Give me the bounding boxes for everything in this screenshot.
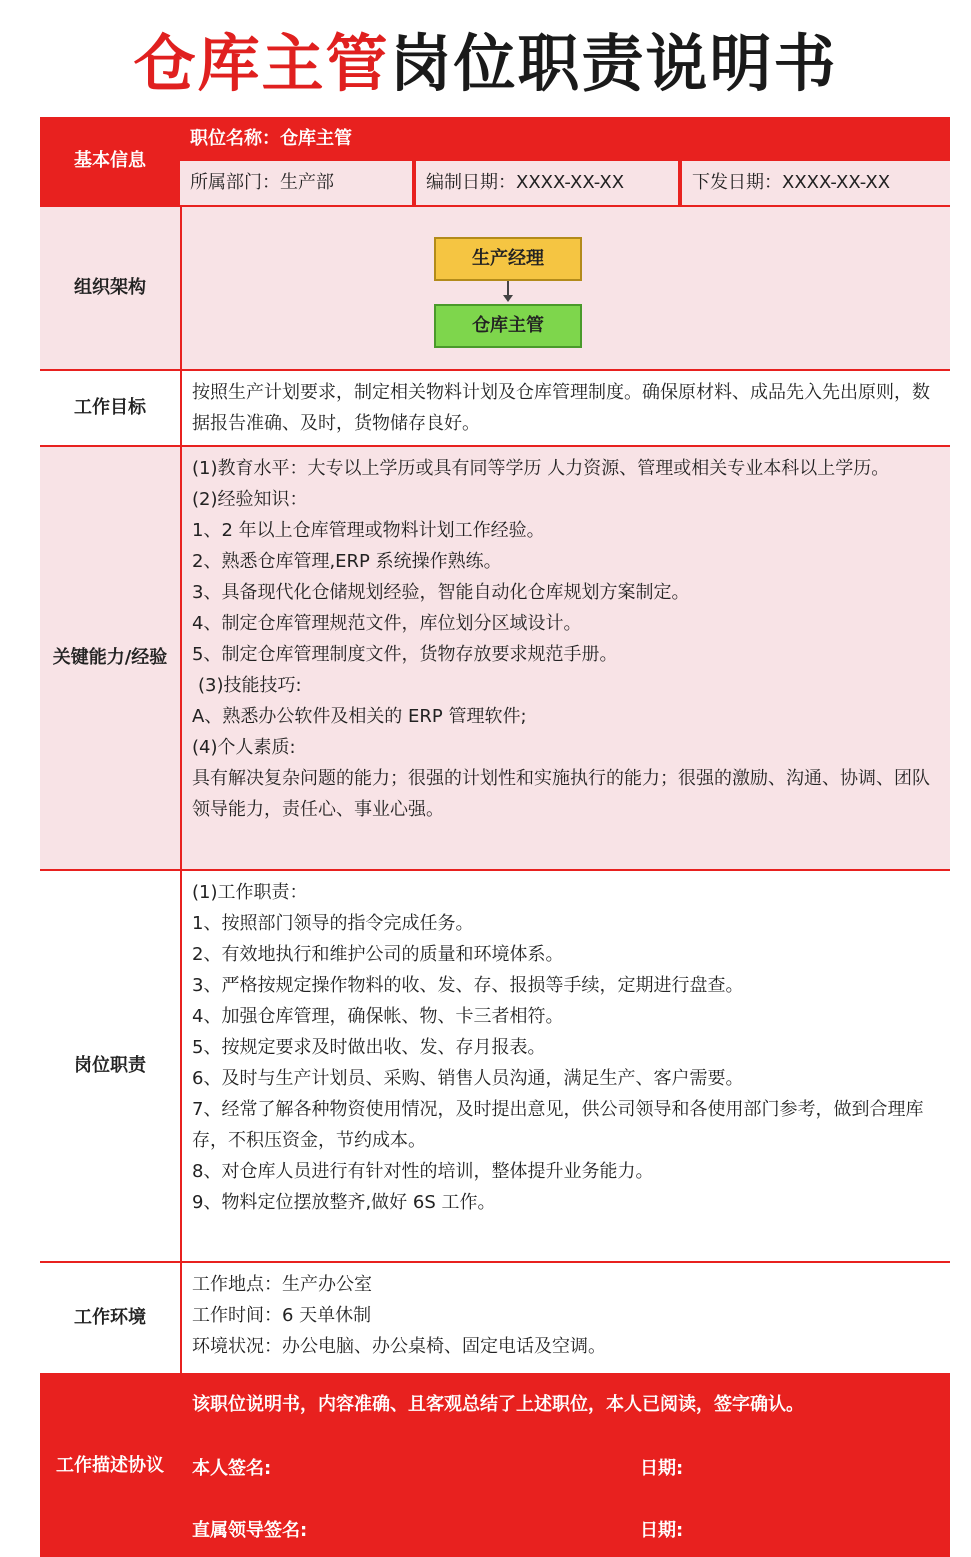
ability-line: (2)经验知识：: [192, 489, 308, 510]
agreement-statement: 该职位说明书，内容准确、且客观总结了上述职位，本人已阅读，签字确认。: [192, 1394, 804, 1415]
duty-line: 6、及时与生产计划员、采购、销售人员沟通，满足生产、客户需要。: [192, 1068, 744, 1089]
row-org-structure: [40, 207, 950, 369]
page-title: [0, 22, 971, 106]
ability-line: 1、2 年以上仓库管理或物料计划工作经验。: [192, 520, 545, 541]
row-agreement: [40, 1375, 950, 1557]
label-org-structure: 组织架构: [40, 207, 180, 369]
self-signature-label: 本人签名:: [192, 1458, 272, 1479]
ability-line: 3、具备现代化仓储规划经验，智能自动化仓库规划方案制定。: [192, 582, 690, 603]
leader-signature-label: 直属领导签名:: [192, 1520, 308, 1541]
row-duties: [40, 871, 950, 1261]
duty-line: 4、加强仓库管理，确保帐、物、卡三者相符。: [192, 1006, 564, 1027]
environment-line: 工作地点：生产办公室: [192, 1274, 372, 1295]
duty-line: 3、严格按规定操作物料的收、发、存、报损等手续，定期进行盘查。: [192, 975, 744, 996]
environment-line: 工作时间：6 天单休制: [192, 1305, 372, 1326]
ability-line: (1)教育水平：大专以上学历或具有同等学历 人力资源、管理或相关专业本科以上学历。: [192, 458, 890, 479]
label-key-abilities: 关键能力/经验: [40, 447, 180, 869]
org-connector: [507, 281, 509, 295]
self-date-label: 日期:: [640, 1458, 684, 1479]
org-box-supervisor: 仓库主管: [434, 304, 582, 348]
row-work-goal: [40, 371, 950, 445]
duty-line: 7、经常了解各种物资使用情况，及时提出意见，供公司领导和各使用部门参考，做到合理库存，不积压资金，节约成本。: [192, 1099, 924, 1151]
org-arrow-icon: [503, 295, 513, 302]
ability-line: (4)个人素质:: [192, 737, 296, 758]
ability-line: 5、制定仓库管理制度文件，货物存放要求规范手册。: [192, 644, 618, 665]
duties-list: [182, 871, 950, 1261]
environment-line: 环境状况：办公电脑、办公桌椅、固定电话及空调。: [192, 1336, 606, 1357]
agreement-content: [182, 1375, 950, 1557]
job-description-table: [40, 117, 950, 1557]
leader-date-label: 日期:: [640, 1520, 684, 1541]
ability-line: 2、熟悉仓库管理,ERP 系统操作熟练。: [192, 551, 502, 572]
work-goal-line: 按照生产计划要求，制定相关物料计划及仓库管理制度。确保原材料、成品先入先出原则，数据报告准确、及时，货物储存良好。: [192, 382, 930, 434]
title-red-part: 仓库主管: [133, 27, 390, 100]
key-abilities-list: [182, 447, 950, 869]
label-duties: 岗位职责: [40, 871, 180, 1261]
org-chart: [182, 207, 950, 369]
duty-line: 9、物料定位摆放整齐,做好 6S 工作。: [192, 1192, 496, 1213]
position-name: 职位名称：仓库主管: [190, 128, 352, 149]
duty-line: 2、有效地执行和维护公司的质量和环境体系。: [192, 944, 564, 965]
duty-line: 8、对仓库人员进行有针对性的培训，整体提升业务能力。: [192, 1161, 654, 1182]
ability-line: (3)技能技巧:: [198, 675, 302, 696]
label-work-goal: 工作目标: [40, 371, 180, 445]
row-key-abilities: [40, 447, 950, 869]
label-environment: 工作环境: [40, 1263, 180, 1373]
compile-date: 编制日期：XXXX-XX-XX: [416, 161, 678, 205]
org-box-manager: 生产经理: [434, 237, 582, 281]
environment-list: [182, 1263, 950, 1373]
work-goal-text: [182, 371, 950, 445]
row-basic-info: [40, 117, 950, 205]
basic-info-cells: [180, 161, 950, 205]
title-black-part: 岗位职责说明书: [389, 27, 838, 100]
ability-line: 具有解决复杂问题的能力；很强的计划性和实施执行的能力；很强的激励、沟通、协调、团队领导能力，责任心、事业心强。: [192, 768, 930, 820]
ability-line: 4、制定仓库管理规范文件，库位划分区域设计。: [192, 613, 582, 634]
duty-line: 1、按照部门领导的指令完成任务。: [192, 913, 474, 934]
label-agreement: 工作描述协议: [56, 1455, 164, 1476]
label-basic-info: 基本信息: [74, 150, 146, 171]
duty-line: (1)工作职责：: [192, 882, 308, 903]
ability-line: A、熟悉办公软件及相关的 ERP 管理软件;: [192, 706, 527, 727]
issue-date: 下发日期：XXXX-XX-XX: [682, 161, 950, 205]
duty-line: 5、按规定要求及时做出收、发、存月报表。: [192, 1037, 546, 1058]
row-environment: [40, 1263, 950, 1373]
department: 所属部门：生产部: [180, 161, 412, 205]
